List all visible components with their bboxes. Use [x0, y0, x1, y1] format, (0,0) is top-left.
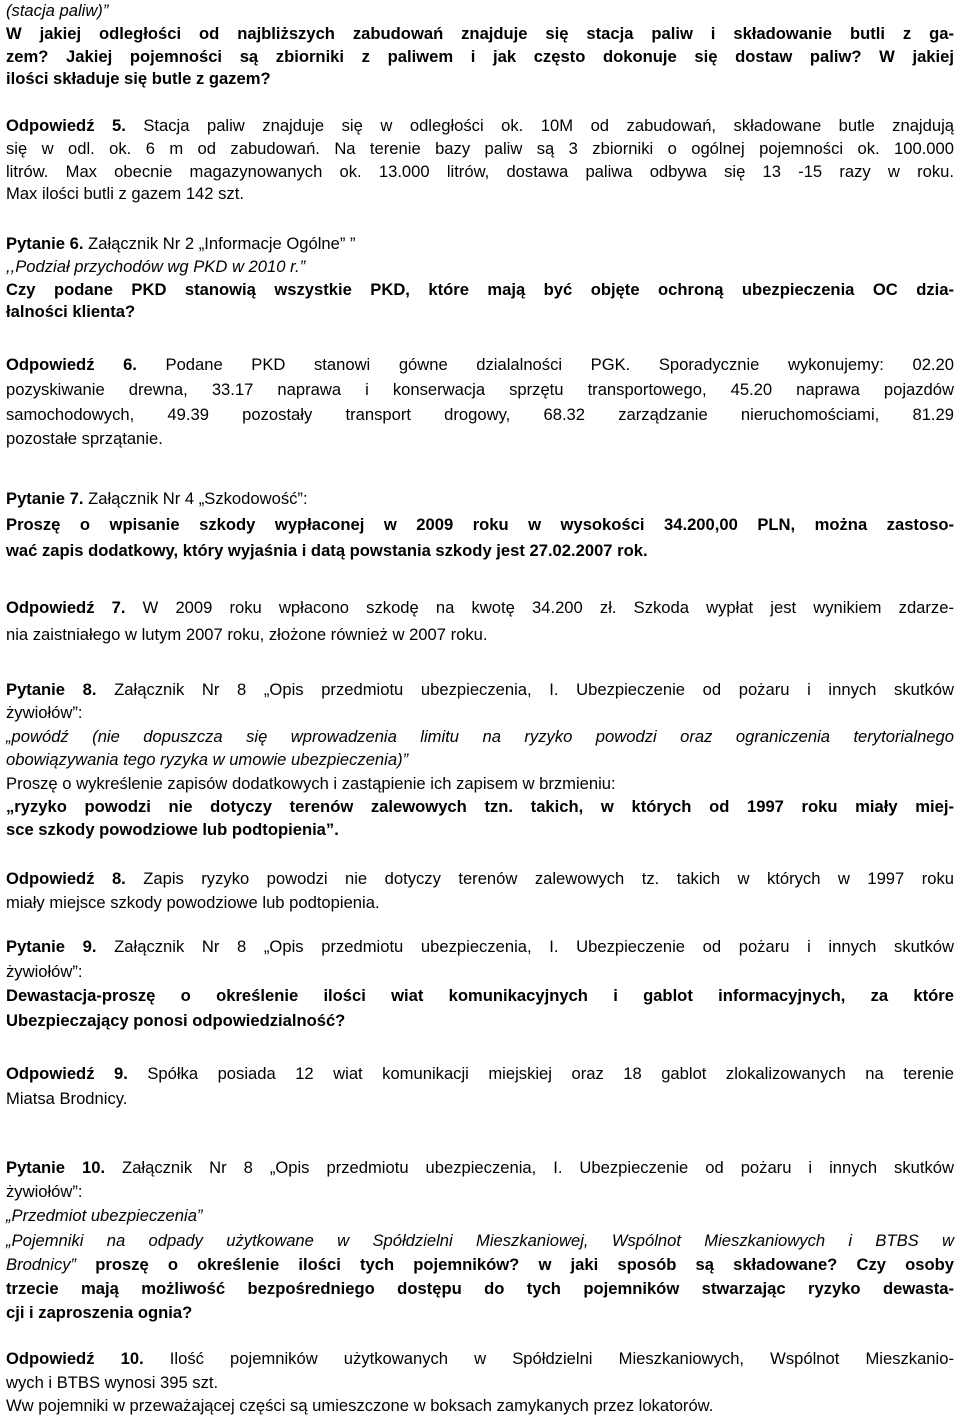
question-line: obowiązywania tego ryzyka w umowie ubezpieczenia)”: [6, 750, 409, 770]
question-label: Pytanie 6.: [6, 234, 84, 253]
question-line: trzecie mają możliwość bezpośredniego dostępu do tych pojemników stwarzając ryzyko dewasta-: [6, 1279, 954, 1299]
question-line: „powódź (nie dopuszcza się wprowadzenia limitu na ryzyko powodzi oraz ograniczenia terytorialnego: [6, 726, 954, 746]
answer-text: Spółka posiada 12 wiat komunikacji miejskiej oraz 18 gablot zlokalizowanych na terenie: [127, 1064, 954, 1083]
question-line: „Pojemniki na odpady użytkowane w Spółdzielni Mieszkaniowej, Wspólnot Mieszkaniowych i BTBS w: [6, 1230, 954, 1250]
answer-7: [6, 594, 954, 648]
answer-text: W 2009 roku wpłacono szkodę na kwotę 34.200 zł. Szkoda wypłat jest wynikiem zdarze-: [125, 598, 954, 617]
answer-text: Zapis ryzyko powodzi nie dotyczy terenów zalewowych tz. takich w których w 1997 roku: [125, 869, 954, 888]
question-4-tail: [6, 0, 954, 91]
question-10: [6, 1156, 954, 1325]
answer-text: Podane PKD stanowi gówne dzialalności PGK. Sporadycznie wykonujemy: 02.20: [136, 355, 954, 374]
question-label: Pytanie 8.: [6, 680, 97, 699]
question-line: sce szkody powodziowe lub podtopienia”.: [6, 820, 339, 840]
answer-10: [6, 1347, 954, 1418]
a5-line: Max ilości butli z gazem 142 szt.: [6, 184, 244, 204]
answer-label: Odpowiedź 10.: [6, 1349, 144, 1368]
answer-label: Odpowiedź 7.: [6, 598, 126, 617]
question-8: [6, 678, 954, 842]
answer-line: miały miejsce szkody powodziowe lub podtopienia.: [6, 893, 380, 912]
question-line: „ryzyko powodzi nie dotyczy terenów zalewowych tzn. takich, w których od 1997 roku miały miej-: [6, 797, 954, 817]
question-line: Proszę o wykreślenie zapisów dodatkowych i zastąpienie ich zapisem w brzmieniu:: [6, 773, 616, 793]
answer-9: [6, 1061, 954, 1111]
question-title: Załącznik Nr 4 „Szkodowość”:: [83, 489, 308, 508]
q4-line: ilości składuje się butle z gazem?: [6, 69, 271, 89]
answer-5: [6, 115, 954, 206]
answer-line: wych i BTBS wynosi 395 szt.: [6, 1372, 219, 1392]
answer-line: pozyskiwanie drewna, 33.17 naprawa i konserwacja sprzętu transportowego, 45.20 naprawa pojazdów: [6, 379, 954, 399]
answer-line: Miatsa Brodnicy.: [6, 1089, 128, 1108]
question-line: łalności klienta?: [6, 302, 136, 322]
question-title: Załącznik Nr 8 „Opis przedmiotu ubezpieczenia, I. Ubezpieczenie od pożaru i innych skutków: [96, 937, 954, 956]
answer-line: pozostałe sprzątanie.: [6, 429, 163, 449]
question-title: Załącznik Nr 8 „Opis przedmiotu ubezpieczenia, I. Ubezpieczenie od pożaru i innych skutków: [96, 680, 954, 699]
question-7: [6, 486, 954, 564]
answer-line: nia zaistniałego w lutym 2007 roku, złożone również w 2007 roku.: [6, 625, 488, 644]
question-line-bold: proszę o określenie ilości tych pojemników? w jaki sposób są składowane? Czy osoby: [76, 1254, 954, 1274]
question-line: „Przedmiot ubezpieczenia”: [6, 1206, 203, 1226]
answer-line: Ww pojemniki w przeważającej części są umieszczone w boksach zamykanych przez lokatorów.: [6, 1396, 714, 1415]
question-title: Załącznik Nr 2 „Informacje Ogólne” ”: [83, 234, 356, 253]
q4-line: W jakiej odległości od najbliższych zabudowań znajduje się stacja paliw i składowanie butli z ga-: [6, 23, 954, 43]
answer-label: Odpowiedź 5.: [6, 116, 126, 135]
question-line-italic: Brodnicy”: [6, 1254, 77, 1274]
question-subtitle: ,,Podział przychodów wg PKD w 2010 r.”: [6, 256, 306, 276]
question-title-cont: żywiołów”:: [6, 961, 83, 981]
answer-label: Odpowiedź 8.: [6, 869, 126, 888]
a5-line: się w odl. ok. 6 m od zabudowań. Na terenie bazy paliw są 3 zbiorniki o ogólnej pojemności ok. 100.000: [6, 138, 954, 158]
answer-6: [6, 353, 954, 452]
question-9: [6, 935, 954, 1033]
question-title: Załącznik Nr 8 „Opis przedmiotu ubezpieczenia, I. Ubezpieczenie od pożaru i innych skutków: [105, 1158, 954, 1177]
answer-text: Stacja paliw znajduje się w odległości ok. 10M od zabudowań, składowane butle znajdują: [125, 116, 954, 135]
question-title-cont: żywiołów”:: [6, 1182, 83, 1202]
question-title-cont: żywiołów”:: [6, 703, 83, 723]
question-line: Czy podane PKD stanowią wszystkie PKD, które mają być objęte ochroną ubezpieczenia OC dzia-: [6, 279, 954, 299]
answer-text: Ilość pojemników użytkowanych w Spółdzielni Mieszkaniowych, Wspólnot Mieszkanio-: [143, 1349, 954, 1368]
question-line: cji i zaproszenia ognia?: [6, 1303, 193, 1323]
question-line: Dewastacja-proszę o określenie ilości wiat komunikacyjnych i gablot informacyjnych, za które: [6, 986, 954, 1005]
q4-fragment: (stacja paliw)”: [6, 1, 109, 20]
question-line: wać zapis dodatkowy, który wyjaśnia i datą powstania szkody jest 27.02.2007 rok.: [6, 541, 648, 560]
answer-line: samochodowych, 49.39 pozostały transport drogowy, 68.32 zarządzanie nieruchomościami, 81.29: [6, 404, 954, 424]
q4-line: zem? Jakiej pojemności są zbiorniki z paliwem i jak często dokonuje się dostaw paliw? W jakiej: [6, 46, 954, 66]
question-line: Proszę o wpisanie szkody wypłaconej w 2009 roku w wysokości 34.200,00 PLN, można zastoso-: [6, 515, 954, 534]
question-label: Pytanie 7.: [6, 489, 84, 508]
question-line: Ubezpieczający ponosi odpowiedzialność?: [6, 1010, 346, 1030]
answer-label: Odpowiedź 6.: [6, 355, 137, 374]
a5-line: [6, 115, 954, 138]
answer-8: [6, 867, 954, 915]
a5-line: litrów. Max obecnie magazynowanych ok. 13.000 litrów, dostawa paliwa odbywa się 13 -15 razy w roku.: [6, 161, 954, 181]
answer-label: Odpowiedź 9.: [6, 1064, 128, 1083]
question-label: Pytanie 10.: [6, 1158, 106, 1177]
question-label: Pytanie 9.: [6, 937, 97, 956]
question-6: [6, 233, 954, 324]
